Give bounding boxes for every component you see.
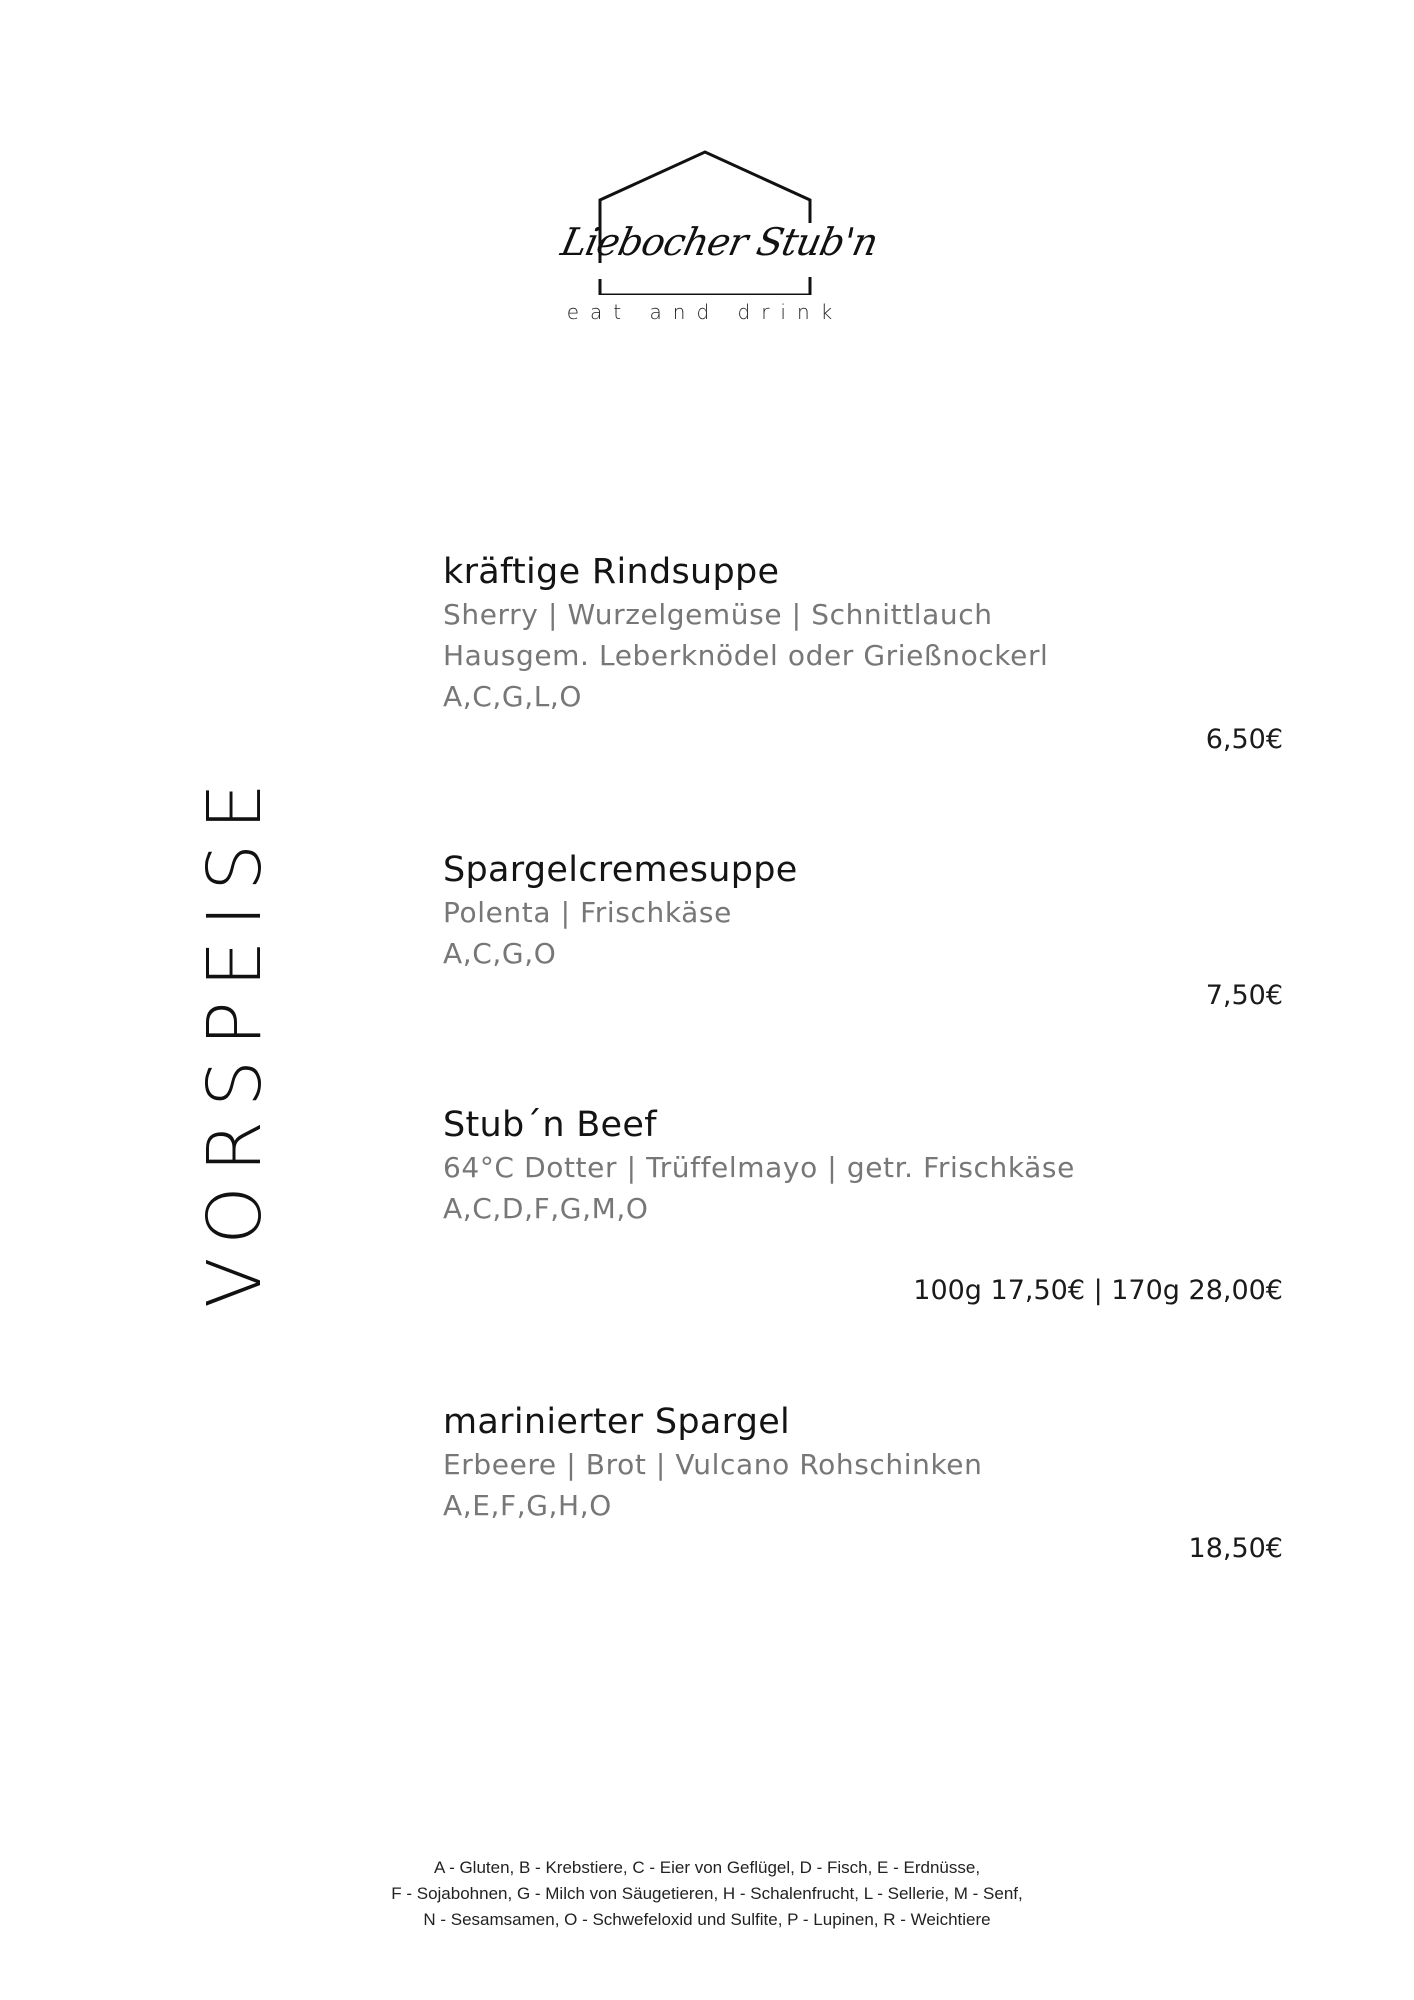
dish-allergens: A,E,F,G,H,O bbox=[443, 1489, 612, 1522]
dish-description: Erbeere | Brot | Vulcano Rohschinken bbox=[443, 1448, 983, 1481]
allergen-line: F - Sojabohnen, G - Milch von Säugetieren, H - Schalenfrucht, L - Sellerie, M - Senf, bbox=[391, 1884, 1023, 1903]
dish-description: Polenta | Frischkäse bbox=[443, 896, 732, 929]
dish-price: 18,50€ bbox=[1188, 1533, 1283, 1564]
logo-brand-script: Liebocher Stub'n bbox=[557, 220, 882, 264]
allergen-line: N - Sesamsamen, O - Schwefeloxid und Sulfite, P - Lupinen, R - Weichtiere bbox=[423, 1910, 991, 1929]
dish-description: Hausgem. Leberknödel oder Grießnockerl bbox=[443, 639, 1049, 672]
dish-name: kräftige Rindsuppe bbox=[443, 552, 780, 592]
dish-allergens: A,C,G,O bbox=[443, 937, 557, 970]
dish-description: 64°C Dotter | Trüffelmayo | getr. Frischkäse bbox=[443, 1151, 1075, 1184]
allergen-legend bbox=[0, 1855, 1414, 1933]
dish-name: marinierter Spargel bbox=[443, 1402, 791, 1442]
menu-item bbox=[443, 550, 1283, 717]
dish-description: Sherry | Wurzelgemüse | Schnittlauch bbox=[443, 598, 993, 631]
menu-item bbox=[443, 1103, 1283, 1229]
logo-tagline: eat and drink bbox=[566, 300, 844, 324]
dish-allergens: A,C,G,L,O bbox=[443, 680, 583, 713]
menu-item bbox=[443, 848, 1283, 974]
dish-allergens: A,C,D,F,G,M,O bbox=[443, 1192, 649, 1225]
dish-price: 6,50€ bbox=[1205, 724, 1283, 755]
menu-item bbox=[443, 1400, 1283, 1526]
dish-price: 7,50€ bbox=[1205, 980, 1283, 1011]
dish-price: 100g 17,50€ | 170g 28,00€ bbox=[913, 1275, 1283, 1306]
dish-name: Stub´n Beef bbox=[443, 1105, 657, 1145]
dish-name: Spargelcremesuppe bbox=[443, 850, 798, 890]
section-title: VORSPEISE bbox=[192, 769, 278, 1308]
restaurant-logo bbox=[540, 145, 882, 335]
allergen-line: A - Gluten, B - Krebstiere, C - Eier von Geflügel, D - Fisch, E - Erdnüsse, bbox=[433, 1858, 981, 1877]
